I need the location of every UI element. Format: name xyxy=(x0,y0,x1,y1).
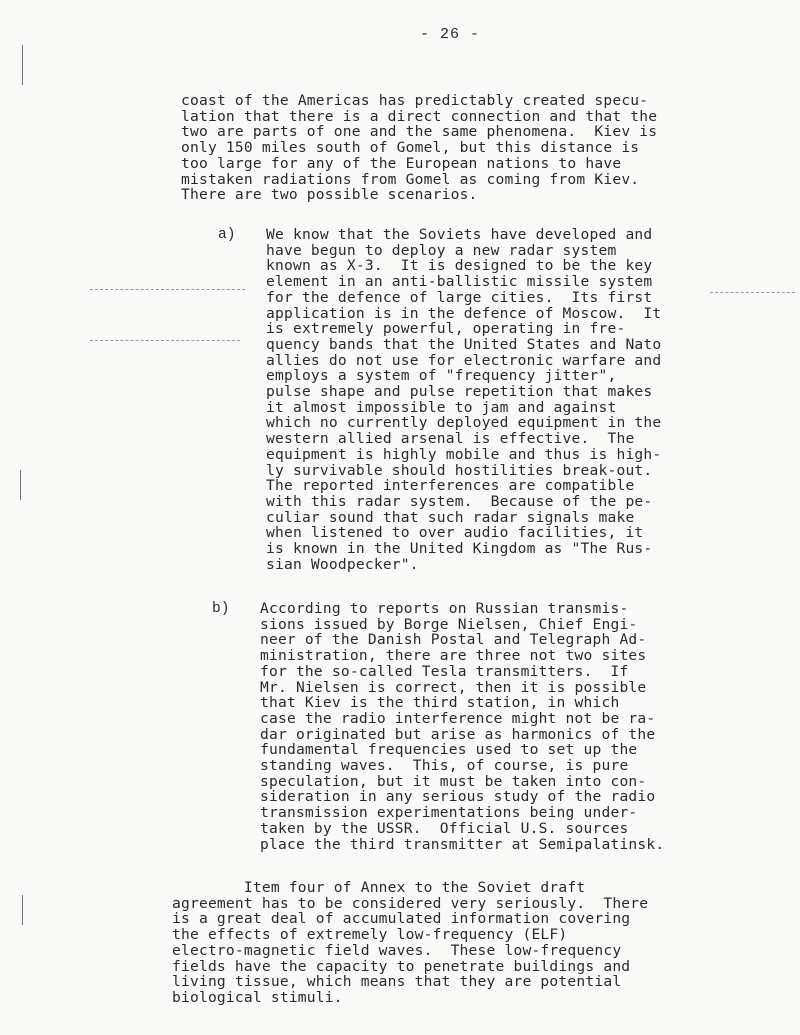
scan-dash-mark xyxy=(710,292,795,294)
scan-margin-mark xyxy=(22,895,23,925)
closing-paragraph: Item four of Annex to the Soviet draft agreement has to be considered very seriously. There is a great deal of accumulated information covering the effects of extremely low-frequency (ELF) electro-magnetic field waves. These low-frequency fields have the capacity to penetrate buildings and living tissue, which means that they are potential biological stimuli. xyxy=(172,879,649,1006)
scenario-a-label: a) xyxy=(218,227,236,243)
scenario-b-text: According to reports on Russian transmis- sions issued by Borge Nielsen, Chief Engi- neer of the Danish Postal and Telegraph Ad- ministration, there are three not two sites for the so-called Tesla transmitters. If Mr. Nielsen is correct, then it is possible that Kiev is the third station, in which case the radio interference might not be ra- dar originated but arise as harmonics of the fundamental frequencies used to set up the standing waves. This, of course, is pure speculation, but it must be taken into con- sideration in any serious study of the radio transmission experimentations being under- taken by the USSR. Official U.S. sources place the third transmitter at Semipalatinsk. xyxy=(260,600,665,853)
scan-margin-mark xyxy=(22,45,23,85)
intro-paragraph: coast of the Americas has predictably created specu- lation that there is a direct connection and that the two are parts of one and the same phenomena. Kiev is only 150 miles south of Gomel, but this distance is too large for any of the European nations to have mistaken radiations from Gomel as coming from Kiev. There are two possible scenarios. xyxy=(181,92,658,204)
page-number: - 26 - xyxy=(420,26,481,43)
scan-dash-mark xyxy=(90,340,240,342)
scan-margin-mark xyxy=(20,470,21,500)
scan-dash-mark xyxy=(90,289,245,291)
scenario-b-label: b) xyxy=(212,601,230,617)
scenario-a-text: We know that the Soviets have developed and have begun to deploy a new radar system known as X-3. It is designed to be the key element in an anti-ballistic missile system for the defence of large cities. Its first application is in the defence of Moscow. It is extremely powerful, operating in fre- quency bands that the United States and Nato allies do not use for electronic warfare and employs a system of "frequency jitter", pulse shape and pulse repetition that makes it almost impossible to jam and against which no currently deployed equipment in the western allied arsenal is effective. The equipment is highly mobile and thus is high- ly survivable should hostilities break-out. The reported interferences are compatible with this radar system. Because of the pe- culiar sound that such radar signals make when listened to over audio facilities, it is known in the United Kingdom as "The Rus- sian Woodpecker". xyxy=(266,226,662,573)
